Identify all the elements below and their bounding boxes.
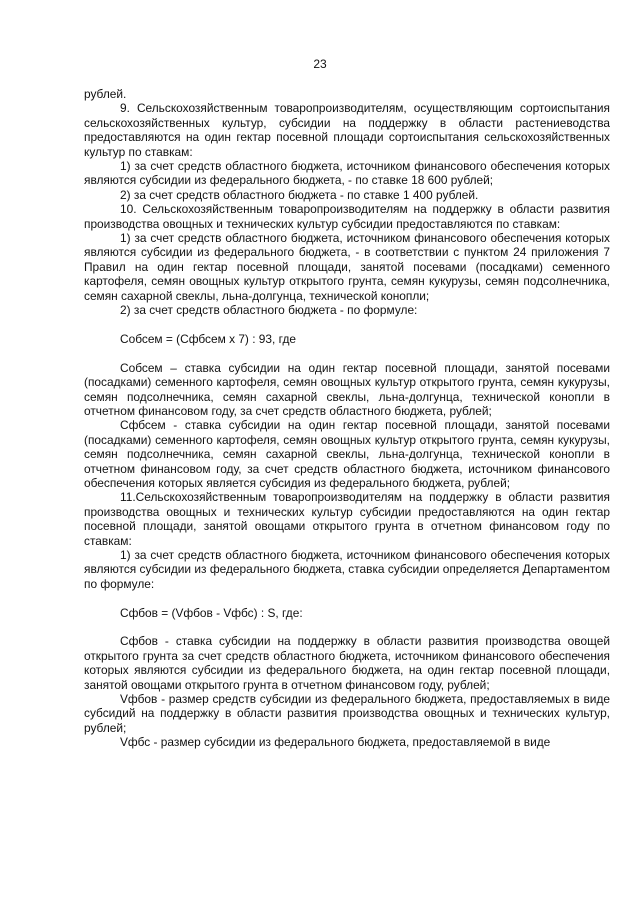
paragraph: 1) за счет средств областного бюджета, источником финансового обеспечения которых являются субсидии из федерального бюджета, - в соответствии с пунктом 24 приложения 7 Правил на один гектар посевной площади, занятой посевами (посадками) семенного картофеля, семян овощных культур открытого грунта, семян кукурузы, семян подсолнечника, семян сахарной свеклы, льна-долгунца, технической конопли; xyxy=(84,231,610,303)
spacer xyxy=(84,318,610,332)
paragraph: 11.Сельскохозяйственным товаропроизводителям на поддержку в области развития производства овощных и технических культур субсидии предоставляются на один гектар посевной площади, занятой овощами открытого грунта в отчетном финансовом году по ставкам: xyxy=(84,490,610,548)
paragraph: 2) за счет средств областного бюджета - по формуле: xyxy=(120,303,418,318)
paragraph: Собсем – ставка субсидии на один гектар посевной площади, занятой посевами (посадками) семенного картофеля, семян овощных культур открытого грунта, семян кукурузы, семян подсолнечника, семян сахарной свеклы, льна-долгунца, технической конопли в отчетном финансовом году, за счет средств областного бюджета, рублей; xyxy=(84,360,610,418)
paragraph: 1) за счет средств областного бюджета, источником финансового обеспечения которых являются субсидии из федерального бюджета, ставка субсидии определяется Департаментом по формуле: xyxy=(84,547,610,591)
page-number: 23 xyxy=(313,57,327,71)
paragraph: Vфбс - размер субсидии из федерального бюджета, предоставляемой в виде xyxy=(120,735,551,750)
formula: Сфбов = (Vфбов - Vфбс) : S, где: xyxy=(120,605,303,620)
paragraph: 10. Сельскохозяйственным товаропроизводителям на поддержку в области развития производства овощных и технических культур субсидии предоставляются по ставкам: xyxy=(84,202,610,231)
paragraph: 9. Сельскохозяйственным товаропроизводителям, осуществляющим сортоиспытания сельскохозяйственных культур, субсидии на поддержку в области растениеводства предоставляются на один гектар посевной площади сортоиспытания сельскохозяйственных культур по ставкам: xyxy=(84,101,610,159)
document-body xyxy=(84,87,610,750)
paragraph: рублей. xyxy=(84,87,127,101)
spacer xyxy=(84,620,610,634)
spacer xyxy=(84,591,610,605)
spacer xyxy=(84,346,610,360)
paragraph: Vфбов - размер средств субсидии из федерального бюджета, предоставляемых в виде субсидий на поддержку в области развития производства овощных и технических культур, рублей; xyxy=(84,692,610,735)
paragraph: 1) за счет средств областного бюджета, источником финансового обеспечения которых являются субсидии из федерального бюджета, - по ставке 18 600 рублей; xyxy=(84,159,610,188)
paragraph: 2) за счет средств областного бюджета - по ставке 1 400 рублей. xyxy=(120,187,479,202)
formula: Собсем = (Сфбсем x 7) : 93, где xyxy=(120,331,296,346)
paragraph: Сфбов - ставка субсидии на поддержку в области развития производства овощей открытого грунта за счет средств областного бюджета, источником финансового обеспечения которых являются субсидии из федерального бюджета, на один гектар посевной площади, занятой овощами открытого грунта в отчетном финансовом году, рублей; xyxy=(84,634,610,692)
paragraph: Сфбсем - ставка субсидии на один гектар посевной площади, занятой посевами (посадками) семенного картофеля, семян овощных культур открытого грунта, семян кукурузы, семян подсолнечника, семян сахарной свеклы, льна-долгунца, технической конопли в отчетном финансовом году, за счет средств областного бюджета, источником финансового обеспечения которых является субсидия из федерального бюджета, рублей; xyxy=(84,418,610,490)
